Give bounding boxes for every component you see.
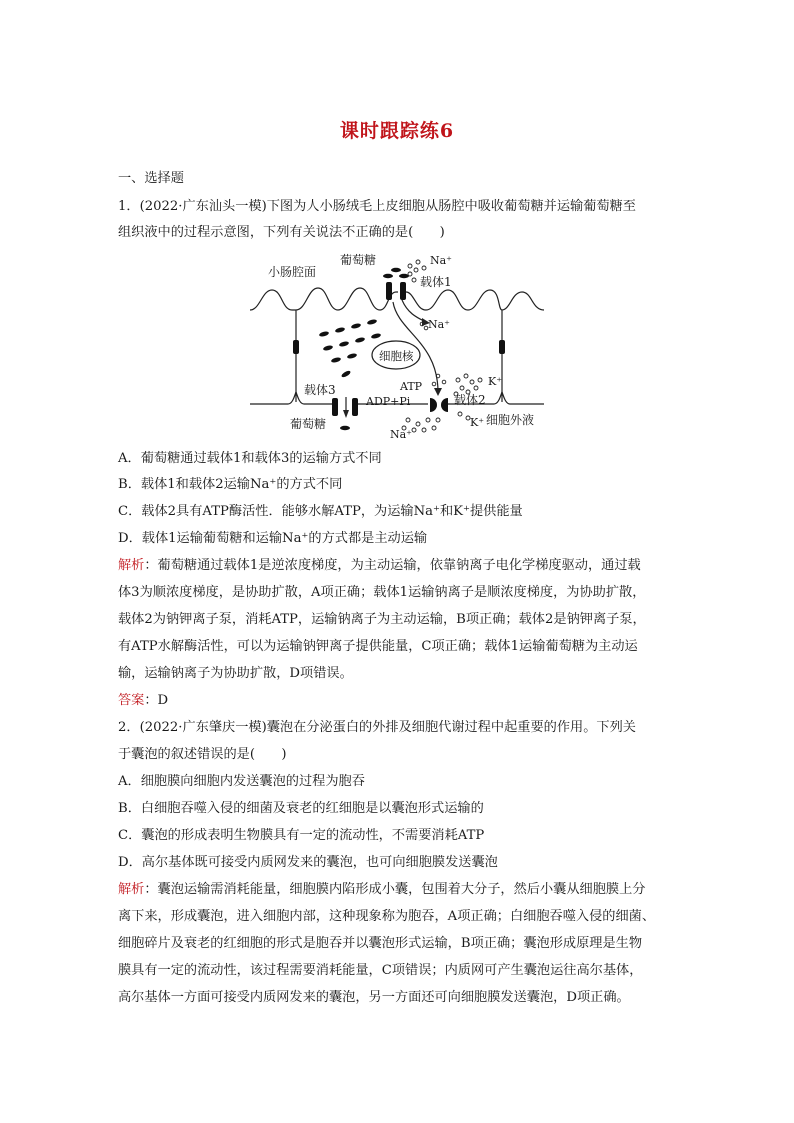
label-adp-pi: ADP+Pi	[366, 395, 411, 408]
q1-analysis-line-1: 解析：葡萄糖通过载体1是逆浓度梯度，为主动运输，依靠钠离子电化学梯度驱动，通过载	[118, 558, 641, 573]
label-k-top: K⁺	[488, 375, 503, 388]
label-carrier-1: 载体1	[420, 275, 452, 289]
q1-analysis-line-3: 载体2为钠钾离子泵，消耗ATP，运输钠离子为主动运输，B项正确；载体2是钠钾离子泵，	[118, 612, 646, 627]
q2-option-c: C．囊泡的形成表明生物膜具有一定的流动性，不需要消耗ATP	[118, 828, 485, 843]
label-extracellular-fluid: 细胞外液	[486, 413, 535, 427]
q2-analysis-line-2: 离下来，形成囊泡，进入细胞内部，这种现象称为胞吞，A项正确；白细胞吞噬入侵的细菌、	[118, 909, 656, 924]
label-na-mid: Na⁺	[428, 318, 450, 331]
label-glucose-top: 葡萄糖	[340, 253, 377, 267]
q2-stem-line-2: 于囊泡的叙述错误的是( )	[118, 747, 287, 762]
intestinal-cell-diagram	[248, 252, 548, 442]
analysis-label: 解析	[118, 882, 145, 897]
label-na-top: Na⁺	[430, 254, 452, 267]
label-carrier-3: 载体3	[304, 383, 336, 397]
q1-option-b: B．载体1和载体2运输Na⁺的方式不同	[118, 477, 343, 492]
q1-answer: 答案：D	[118, 693, 169, 708]
q2-option-a: A．细胞膜向细胞内发送囊泡的过程为胞吞	[118, 774, 365, 789]
q1-option-c: C．载体2具有ATP酶活性．能够水解ATP，为运输Na⁺和K⁺提供能量	[118, 504, 523, 519]
q1-stem-line-1: 1．(2022·广东汕头一模)下图为人小肠绒毛上皮细胞从肠腔中吸收葡萄糖并运输葡萄糖至	[118, 199, 636, 214]
label-k-bottom: K⁺	[470, 416, 485, 429]
q2-stem-line-1: 2．(2022·广东肇庆一模)囊泡在分泌蛋白的外排及细胞代谢过程中起重要的作用。下列关	[118, 720, 636, 735]
label-glucose-bottom: 葡萄糖	[290, 417, 327, 431]
page-title: 课时跟踪练6	[339, 120, 455, 142]
answer-label: 答案	[118, 693, 145, 708]
label-carrier-2: 载体2	[454, 393, 486, 407]
q1-analysis-line-4: 有ATP水解酶活性，可以为运输钠钾离子提供能量，C项正确；载体1运输葡萄糖为主动运	[118, 639, 638, 654]
q2-analysis-line-4: 膜具有一定的流动性，该过程需要消耗能量，C项错误；内质网可产生囊泡运往高尔基体，	[118, 963, 643, 978]
analysis-label: 解析	[118, 558, 145, 573]
q1-analysis-line-5: 输，运输钠离子为协助扩散，D项错误。	[118, 666, 353, 681]
q1-stem-line-2: 组织液中的过程示意图，下列有关说法不正确的是( )	[118, 225, 445, 240]
label-nucleus: 细胞核	[379, 349, 414, 363]
q1-option-d: D．载体1运输葡萄糖和运输Na⁺的方式都是主动运输	[118, 531, 428, 546]
q2-option-d: D．高尔基体既可接受内质网发来的囊泡，也可向细胞膜发送囊泡	[118, 855, 498, 870]
q2-analysis-line-1: 解析：囊泡运输需消耗能量，细胞膜内陷形成小囊，包围着大分子，然后小囊从细胞膜上分	[118, 882, 646, 897]
q2-option-b: B．白细胞吞噬入侵的细菌及衰老的红细胞是以囊泡形式运输的	[118, 801, 484, 816]
label-atp: ATP	[400, 380, 423, 393]
q1-analysis-line-2: 体3为顺浓度梯度，是协助扩散，A项正确；载体1运输钠离子是顺浓度梯度，为协助扩散，	[118, 585, 646, 600]
label-lumen: 小肠腔面	[268, 265, 317, 279]
q2-analysis-line-5: 高尔基体一方面可接受内质网发来的囊泡，另一方面还可向细胞膜发送囊泡，D项正确。	[118, 990, 630, 1005]
section-heading: 一、选择题	[118, 171, 184, 186]
q2-analysis-line-3: 细胞碎片及衰老的红细胞的形式是胞吞并以囊泡形式运输，B项正确；囊泡形成原理是生物	[118, 936, 642, 951]
label-na-bottom: Na⁺	[390, 428, 412, 441]
q1-option-a: A．葡萄糖通过载体1和载体3的运输方式不同	[118, 451, 382, 466]
